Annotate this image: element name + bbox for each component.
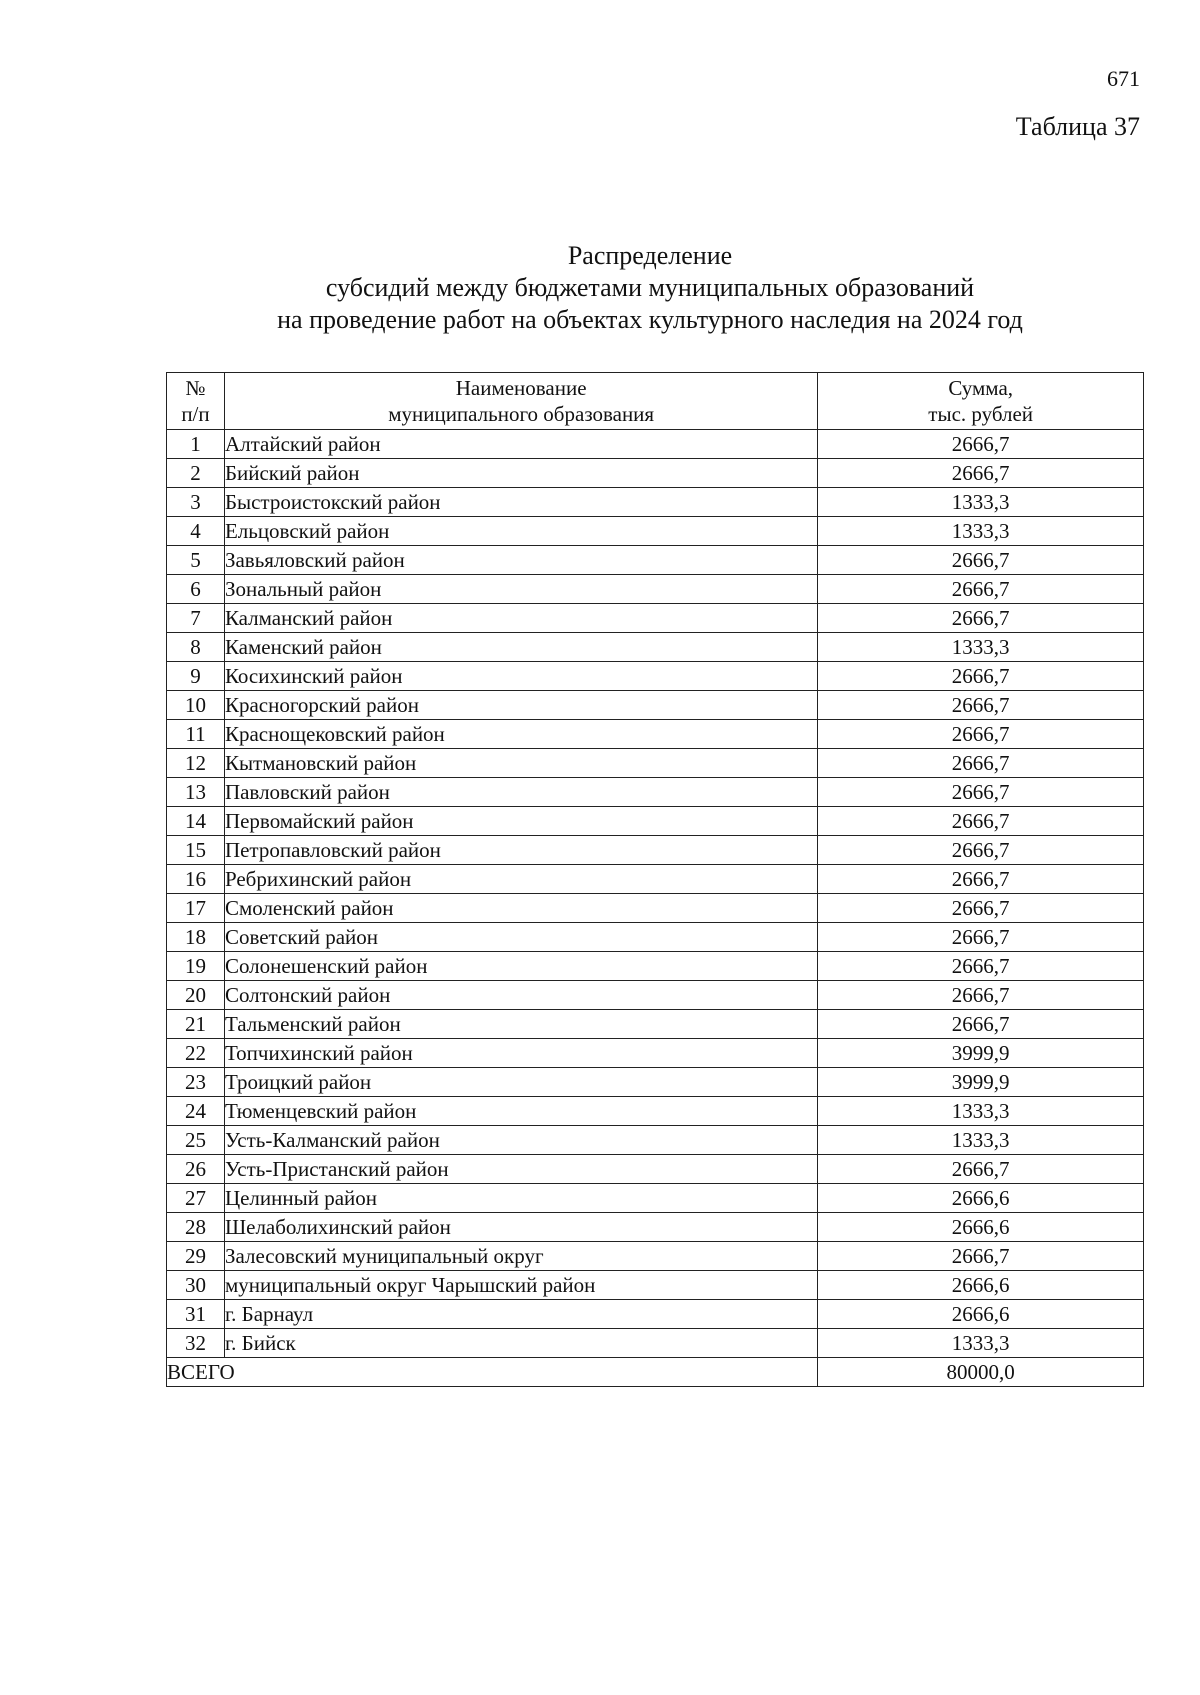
row-number: 5 <box>167 546 225 575</box>
header-number-line-2: п/п <box>181 402 210 426</box>
distribution-table <box>166 372 1144 1387</box>
row-sum: 2666,7 <box>818 1155 1144 1184</box>
row-sum: 2666,7 <box>818 662 1144 691</box>
table-row <box>167 952 1144 981</box>
row-name: Алтайский район <box>224 430 817 459</box>
row-name: Топчихинский район <box>224 1039 817 1068</box>
row-number: 10 <box>167 691 225 720</box>
row-name: Солтонский район <box>224 981 817 1010</box>
table-row <box>167 1242 1144 1271</box>
table-row <box>167 633 1144 662</box>
row-name: Залесовский муниципальный округ <box>224 1242 817 1271</box>
row-sum: 2666,7 <box>818 430 1144 459</box>
row-sum: 2666,7 <box>818 1242 1144 1271</box>
document-title <box>150 240 1150 336</box>
row-number: 22 <box>167 1039 225 1068</box>
row-number: 21 <box>167 1010 225 1039</box>
row-sum: 2666,7 <box>818 691 1144 720</box>
row-number: 12 <box>167 749 225 778</box>
row-name: Тальменский район <box>224 1010 817 1039</box>
table-body <box>167 430 1144 1358</box>
row-sum: 2666,7 <box>818 1010 1144 1039</box>
header-number-line-1: № <box>185 376 206 400</box>
table-row <box>167 1213 1144 1242</box>
table-row <box>167 430 1144 459</box>
row-name: муниципальный округ Чарышский район <box>224 1271 817 1300</box>
row-name: Павловский район <box>224 778 817 807</box>
header-sum-line-2: тыс. рублей <box>928 402 1034 426</box>
total-label: ВСЕГО <box>167 1358 818 1387</box>
row-sum: 2666,6 <box>818 1271 1144 1300</box>
row-name: г. Барнаул <box>224 1300 817 1329</box>
row-number: 26 <box>167 1155 225 1184</box>
table-row <box>167 1126 1144 1155</box>
row-sum: 1333,3 <box>818 1329 1144 1358</box>
row-name: Косихинский район <box>224 662 817 691</box>
row-number: 1 <box>167 430 225 459</box>
page-number: 671 <box>1107 66 1140 91</box>
table-row <box>167 720 1144 749</box>
header-name-line-2: муниципального образования <box>388 402 655 426</box>
total-sum: 80000,0 <box>818 1358 1144 1387</box>
row-name: Советский район <box>224 923 817 952</box>
row-number: 7 <box>167 604 225 633</box>
row-sum: 2666,6 <box>818 1300 1144 1329</box>
row-name: г. Бийск <box>224 1329 817 1358</box>
row-number: 29 <box>167 1242 225 1271</box>
row-sum: 2666,6 <box>818 1184 1144 1213</box>
table-row <box>167 459 1144 488</box>
row-name: Петропавловский район <box>224 836 817 865</box>
table-row <box>167 749 1144 778</box>
row-number: 32 <box>167 1329 225 1358</box>
row-sum: 2666,7 <box>818 923 1144 952</box>
row-name: Шелаболихинский район <box>224 1213 817 1242</box>
row-number: 2 <box>167 459 225 488</box>
row-name: Смоленский район <box>224 894 817 923</box>
row-sum: 1333,3 <box>818 1126 1144 1155</box>
row-sum: 1333,3 <box>818 633 1144 662</box>
row-sum: 2666,7 <box>818 778 1144 807</box>
row-number: 28 <box>167 1213 225 1242</box>
row-number: 4 <box>167 517 225 546</box>
row-sum: 2666,7 <box>818 894 1144 923</box>
table-row <box>167 546 1144 575</box>
table-row <box>167 981 1144 1010</box>
row-sum: 2666,7 <box>818 749 1144 778</box>
table-row <box>167 691 1144 720</box>
table-row <box>167 1155 1144 1184</box>
title-line-1: Распределение <box>567 241 733 270</box>
table-row <box>167 1010 1144 1039</box>
table-row <box>167 575 1144 604</box>
row-sum: 1333,3 <box>818 488 1144 517</box>
table-row <box>167 1329 1144 1358</box>
row-sum: 2666,7 <box>818 865 1144 894</box>
row-name: Ельцовский район <box>224 517 817 546</box>
row-name: Усть-Пристанский район <box>224 1155 817 1184</box>
row-number: 14 <box>167 807 225 836</box>
row-sum: 2666,7 <box>818 575 1144 604</box>
row-sum: 2666,7 <box>818 981 1144 1010</box>
table-row <box>167 517 1144 546</box>
header-sum-line-1: Сумма, <box>948 376 1014 400</box>
row-name: Солонешенский район <box>224 952 817 981</box>
table-row <box>167 1271 1144 1300</box>
row-name: Усть-Калманский район <box>224 1126 817 1155</box>
row-sum: 1333,3 <box>818 517 1144 546</box>
table-row <box>167 1300 1144 1329</box>
row-number: 17 <box>167 894 225 923</box>
table-header-row <box>167 373 1144 430</box>
row-sum: 2666,7 <box>818 459 1144 488</box>
row-number: 20 <box>167 981 225 1010</box>
row-sum: 2666,6 <box>818 1213 1144 1242</box>
header-name <box>224 373 817 430</box>
row-name: Троицкий район <box>224 1068 817 1097</box>
row-sum: 2666,7 <box>818 836 1144 865</box>
row-number: 30 <box>167 1271 225 1300</box>
row-name: Краснощековский район <box>224 720 817 749</box>
row-name: Ребрихинский район <box>224 865 817 894</box>
row-name: Тюменцевский район <box>224 1097 817 1126</box>
row-sum: 2666,7 <box>818 720 1144 749</box>
row-sum: 3999,9 <box>818 1068 1144 1097</box>
row-sum: 2666,7 <box>818 807 1144 836</box>
table-row <box>167 923 1144 952</box>
header-sum <box>818 373 1144 430</box>
row-number: 9 <box>167 662 225 691</box>
row-number: 31 <box>167 1300 225 1329</box>
row-name: Завьяловский район <box>224 546 817 575</box>
header-name-line-1: Наименование <box>455 376 587 400</box>
row-sum: 2666,7 <box>818 546 1144 575</box>
table-row <box>167 807 1144 836</box>
row-number: 11 <box>167 720 225 749</box>
table-row <box>167 488 1144 517</box>
table-row <box>167 1068 1144 1097</box>
row-number: 25 <box>167 1126 225 1155</box>
row-sum: 3999,9 <box>818 1039 1144 1068</box>
table-row <box>167 1039 1144 1068</box>
row-number: 19 <box>167 952 225 981</box>
table-row <box>167 1184 1144 1213</box>
row-number: 27 <box>167 1184 225 1213</box>
row-name: Калманский район <box>224 604 817 633</box>
row-name: Красногорский район <box>224 691 817 720</box>
row-name: Каменский район <box>224 633 817 662</box>
header-number <box>167 373 225 430</box>
row-name: Бийский район <box>224 459 817 488</box>
row-name: Первомайский район <box>224 807 817 836</box>
table-row <box>167 865 1144 894</box>
table-row <box>167 662 1144 691</box>
table-row <box>167 1097 1144 1126</box>
row-name: Зональный район <box>224 575 817 604</box>
row-number: 6 <box>167 575 225 604</box>
row-number: 15 <box>167 836 225 865</box>
table-row <box>167 894 1144 923</box>
title-line-2: субсидий между бюджетами муниципальных образований <box>325 273 975 302</box>
table-row <box>167 604 1144 633</box>
row-number: 3 <box>167 488 225 517</box>
title-line-3: на проведение работ на объектах культурного наследия на 2024 год <box>277 305 1023 334</box>
row-number: 18 <box>167 923 225 952</box>
table-label: Таблица 37 <box>1015 112 1140 141</box>
total-row <box>167 1358 1144 1387</box>
table-row <box>167 836 1144 865</box>
row-name: Кытмановский район <box>224 749 817 778</box>
row-sum: 2666,7 <box>818 604 1144 633</box>
row-number: 23 <box>167 1068 225 1097</box>
row-number: 24 <box>167 1097 225 1126</box>
row-number: 16 <box>167 865 225 894</box>
row-sum: 1333,3 <box>818 1097 1144 1126</box>
row-name: Быстроистокский район <box>224 488 817 517</box>
table-row <box>167 778 1144 807</box>
row-name: Целинный район <box>224 1184 817 1213</box>
row-number: 13 <box>167 778 225 807</box>
row-number: 8 <box>167 633 225 662</box>
row-sum: 2666,7 <box>818 952 1144 981</box>
